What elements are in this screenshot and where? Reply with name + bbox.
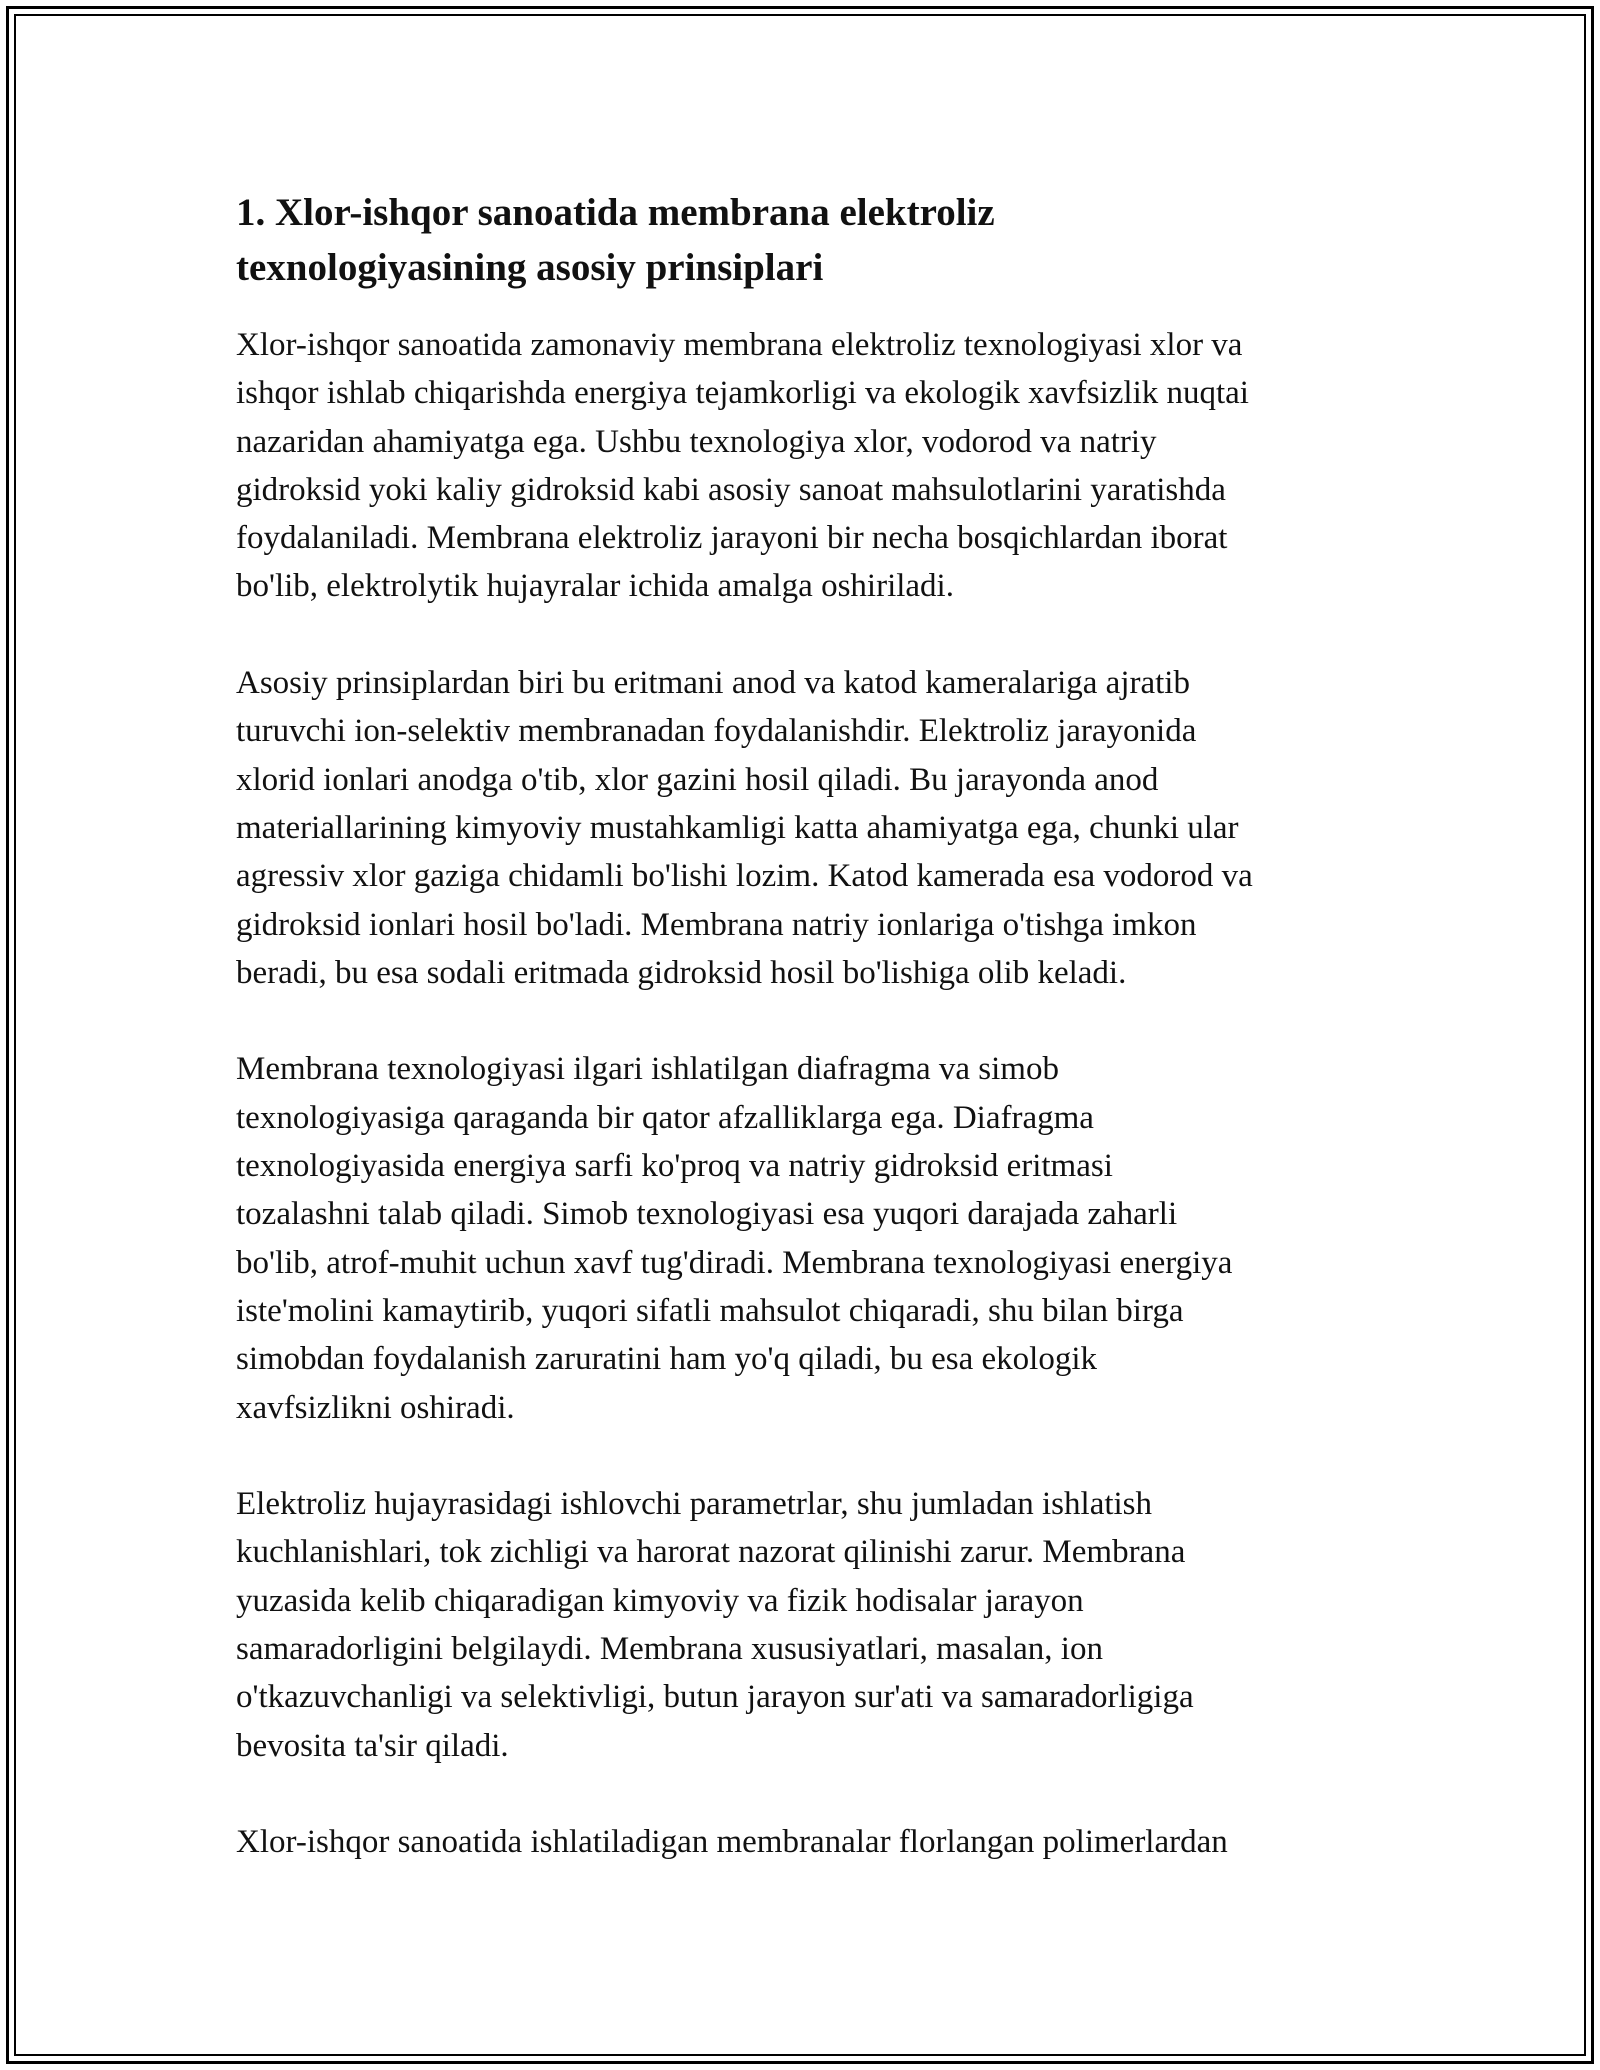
paragraph-line: simobdan foydalanish zaruratini ham yo'q qiladi, bu esa ekologik	[236, 1341, 1097, 1378]
paragraph-line: kuchlanishlari, tok zichligi va harorat nazorat qilinishi zarur. Membrana	[236, 1534, 1186, 1571]
paragraph-line: Xlor-ishqor sanoatida zamonaviy membrana elektroliz texnologiyasi xlor va	[236, 327, 1243, 363]
paragraph-line: yuzasida kelib chiqaradigan kimyoviy va fizik hodisalar jarayon	[236, 1582, 1084, 1619]
paragraph-line: iste'molini kamaytirib, yuqori sifatli mahsulot chiqaradi, shu bilan birga	[236, 1292, 1184, 1329]
paragraph-line: bo'lib, elektrolytik hujayralar ichida amalga oshiriladi.	[236, 568, 954, 605]
paragraph-line: Asosiy prinsiplardan biri bu eritmani anod va katod kameralariga ajratib	[236, 665, 1190, 702]
paragraph-line: nazaridan ahamiyatga ega. Ushbu texnologiya xlor, vodorod va natriy	[236, 423, 1157, 460]
paragraph-line: gidroksid yoki kaliy gidroksid kabi asosiy sanoat mahsulotlarini yaratishda	[236, 471, 1226, 508]
paragraph-line: Elektroliz hujayrasidagi ishlovchi parametrlar, shu jumladan ishlatish	[236, 1486, 1153, 1523]
paragraph-line: foydalaniladi. Membrana elektroliz jarayoni bir necha bosqichlardan iborat	[236, 520, 1228, 557]
paragraph-line: xavfsizlikni oshiradi.	[236, 1389, 515, 1426]
paragraph-line: bevosita ta'sir qiladi.	[236, 1727, 509, 1764]
body-paragraph	[236, 659, 1376, 997]
paragraph-line: agressiv xlor gaziga chidamli bo'lishi lozim. Katod kamerada esa vodorod va	[236, 858, 1253, 895]
document-body	[236, 185, 1376, 1915]
paragraph-line: xlorid ionlari anodga o'tib, xlor gazini hosil qiladi. Bu jarayonda anod	[236, 761, 1159, 798]
paragraph-line: texnologiyasiga qaraganda bir qator afzalliklarga ega. Diafragma	[236, 1099, 1094, 1136]
paragraph-line: samaradorligini belgilaydi. Membrana xususiyatlari, masalan, ion	[236, 1631, 1103, 1668]
body-paragraph	[236, 1480, 1376, 1770]
paragraph-line: Membrana texnologiyasi ilgari ishlatilgan diafragma va simob	[236, 1051, 1059, 1088]
paragraph-line: beradi, bu esa sodali eritmada gidroksid hosil bo'lishiga olib keladi.	[236, 954, 1127, 991]
body-paragraph	[236, 1818, 1376, 1866]
paragraph-line: texnologiyasida energiya sarfi ko'proq va natriy gidroksid eritmasi	[236, 1148, 1113, 1185]
paragraph-list	[236, 321, 1376, 1867]
paragraph-line: materiallarining kimyoviy mustahkamligi katta ahamiyatga ega, chunki ular	[236, 809, 1239, 846]
paragraph-line: Xlor-ishqor sanoatida ishlatiladigan membranalar florlangan polimerlardan	[236, 1824, 1228, 1861]
section-heading	[236, 185, 1096, 295]
paragraph-line: o'tkazuvchanligi va selektivligi, butun jarayon sur'ati va samaradorligiga	[236, 1679, 1194, 1716]
body-paragraph	[236, 1045, 1376, 1431]
heading-line: texnologiyasining asosiy prinsiplari	[236, 246, 824, 289]
paragraph-line: turuvchi ion-selektiv membranadan foydalanishdir. Elektroliz jarayonida	[236, 713, 1197, 750]
paragraph-line: ishqor ishlab chiqarishda energiya tejamkorligi va ekologik xavfsizlik nuqtai	[236, 375, 1249, 412]
body-paragraph	[236, 321, 1376, 611]
paragraph-line: gidroksid ionlari hosil bo'ladi. Membrana natriy ionlariga o'tishga imkon	[236, 906, 1197, 943]
paragraph-line: bo'lib, atrof-muhit uchun xavf tug'diradi. Membrana texnologiyasi energiya	[236, 1244, 1233, 1281]
heading-line: 1. Xlor-ishqor sanoatida membrana elektroliz	[236, 191, 995, 234]
paragraph-line: tozalashni talab qiladi. Simob texnologiyasi esa yuqori darajada zaharli	[236, 1196, 1178, 1233]
